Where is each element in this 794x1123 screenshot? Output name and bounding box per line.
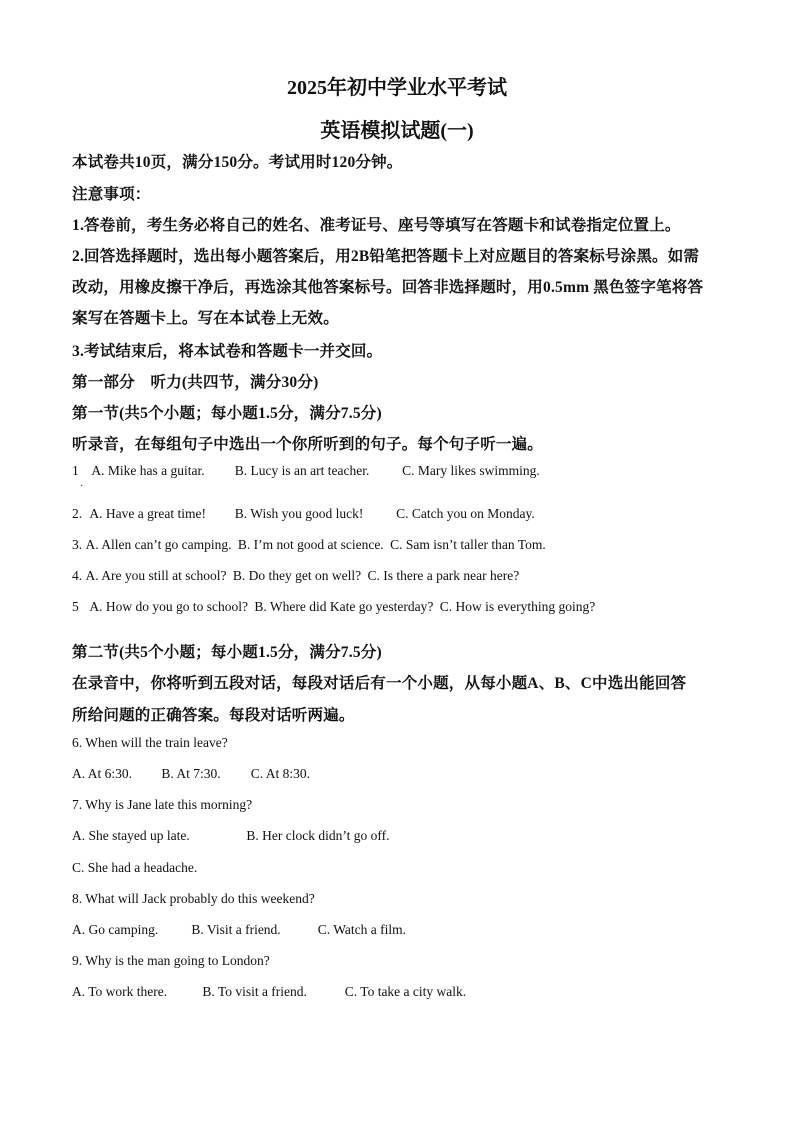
part-1-heading: 第一部分 听力(共四节，满分30分)	[72, 374, 319, 391]
question-9: 9. Why is the man going to London?	[72, 953, 270, 968]
question-4	[72, 568, 522, 584]
question-6-options	[72, 766, 313, 782]
note-2-line-1: 2.回答选择题时，选出每小题答案后，用2B铅笔把答题卡上对应题目的答案标号涂黑。如需	[72, 248, 700, 265]
question-8: 8. What will Jack probably do this weekend?	[72, 891, 315, 906]
question-7-options	[72, 828, 392, 844]
option-a: A. Mike has a guitar.	[91, 463, 205, 478]
option-b: B. Her clock didn’t go off.	[246, 828, 390, 843]
option-c: C. How is everything going?	[439, 599, 596, 614]
question-number: 3.	[72, 537, 83, 552]
question-number: 2.	[72, 506, 83, 521]
option-b: B. I’m not good at science.	[237, 537, 384, 552]
option-b: B. At 7:30.	[161, 766, 221, 781]
question-7: 7. Why is Jane late this morning?	[72, 797, 253, 812]
option-b: B. Wish you good luck!	[234, 506, 364, 521]
question-1	[72, 463, 543, 479]
option-a: A. Are you still at school?	[85, 568, 227, 583]
note-2-line-3: 案写在答题卡上。写在本试卷上无效。	[72, 310, 339, 327]
note-1: 1.答卷前，考生务必将自己的姓名、准考证号、座号等填写在答题卡和试卷指定位置上。	[72, 217, 681, 234]
section-2-heading: 第二节(共5个小题；每小题1.5分，满分7.5分)	[72, 644, 382, 661]
note-2-line-2: 改动，用橡皮擦干净后，再选涂其他答案标号。回答非选择题时，用0.5mm 黑色签字笔将答	[72, 279, 704, 296]
option-b: B. Where did Kate go yesterday?	[254, 599, 434, 614]
section-1-instruction: 听录音，在每组句子中选出一个你所听到的句子。每个句子听一遍。	[72, 436, 544, 453]
question-number: 1	[72, 463, 79, 478]
option-b: B. Do they get on well?	[232, 568, 362, 583]
question-7-option-c: C. She had a headache.	[72, 860, 198, 875]
option-a: A. Have a great time!	[89, 506, 206, 521]
option-a: A. Allen can’t go camping.	[85, 537, 232, 552]
question-2	[72, 506, 538, 522]
option-a: A. How do you go to school?	[89, 599, 248, 614]
option-b: B. Visit a friend.	[191, 922, 281, 937]
option-c: C. Is there a park near here?	[367, 568, 520, 583]
question-number: 5	[72, 599, 79, 614]
option-c: C. At 8:30.	[250, 766, 311, 781]
question-9-options	[72, 984, 469, 1000]
section-2-instruction-line-2: 所给问题的正确答案。每段对话听两遍。	[72, 707, 355, 724]
question-8-options	[72, 922, 409, 938]
option-a: A. To work there.	[72, 984, 168, 999]
option-c: C. Sam isn’t taller than Tom.	[390, 537, 546, 552]
option-c: C. Watch a film.	[317, 922, 407, 937]
option-b: B. Lucy is an art teacher.	[234, 463, 370, 478]
option-a: A. She stayed up late.	[72, 828, 190, 843]
notes-heading: 注意事项：	[72, 186, 151, 203]
question-5	[72, 599, 598, 615]
option-c: C. To take a city walk.	[344, 984, 467, 999]
option-b: B. To visit a friend.	[202, 984, 307, 999]
question-number: 4.	[72, 568, 83, 583]
option-a: A. At 6:30.	[72, 766, 133, 781]
option-a: A. Go camping.	[72, 922, 159, 937]
option-c: C. Catch you on Monday.	[396, 506, 535, 521]
option-c: C. Mary likes swimming.	[402, 463, 540, 478]
exam-info: 本试卷共10页，满分150分。考试用时120分钟。	[72, 154, 403, 171]
question-6: 6. When will the train leave?	[72, 735, 228, 750]
section-1-heading: 第一节(共5个小题；每小题1.5分，满分7.5分)	[72, 405, 382, 422]
note-3: 3.考试结束后，将本试卷和答题卡一并交回。	[72, 343, 383, 360]
section-2-instruction-line-1: 在录音中，你将听到五段对话，每段对话后有一个小题，从每小题A、B、C中选出能回答	[72, 675, 687, 692]
question-3	[72, 537, 549, 553]
exam-title: 2025年初中学业水平考试	[287, 77, 507, 99]
exam-subtitle: 英语模拟试题(一)	[320, 120, 474, 142]
stray-mark: ·	[80, 481, 84, 492]
